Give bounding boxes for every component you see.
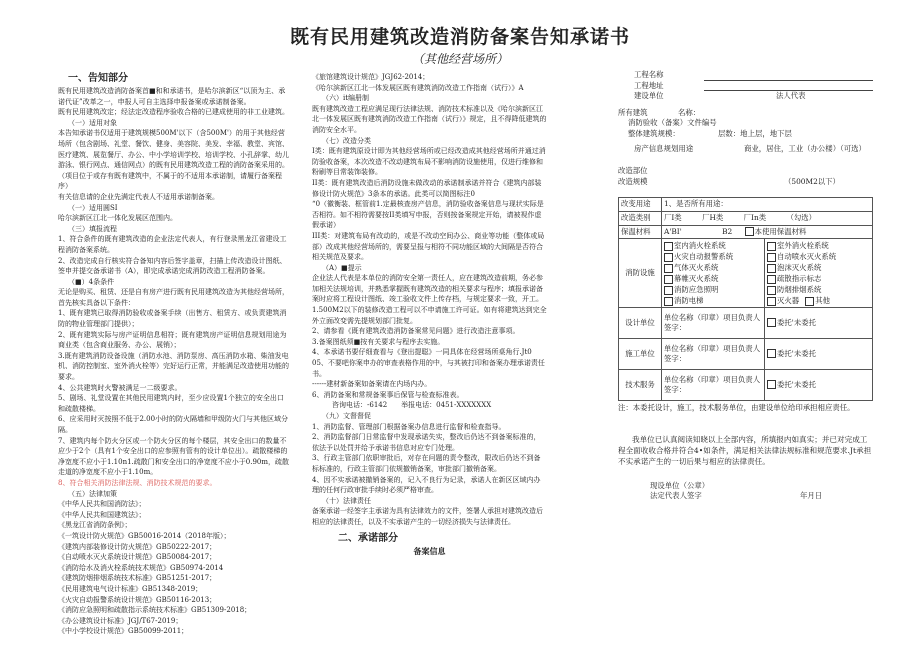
- subheading: （十）法律责任: [322, 496, 371, 505]
- list-item: 1、既有建筑已取得消防验收或备案手续（出售方、租赁方、或负责建筑消防的物业管理部门提供）；: [58, 309, 287, 329]
- paragraph: 05、不要吧你案申办的审查表格作用的中，与其被打印和备案办理承诺责任书。: [312, 359, 545, 378]
- column-commitment-form: [618, 70, 873, 502]
- fire-item: 泡沫灭火系统: [777, 263, 822, 273]
- law-item: 《一筑设计防火规范》GB50016-2014（2018年版）；: [58, 531, 231, 540]
- checkbox[interactable]: [767, 380, 776, 389]
- list-item: 3、行政主管部门依职审批后，对存在问题的责令整改，限改后仍达不到备标标准的，行政主管部门依规撤销备案，审批部门撤销备案。: [312, 454, 541, 473]
- checkbox[interactable]: [767, 286, 776, 295]
- construct-unit-name[interactable]: 单位名称（印章）项目负责人签字：: [662, 339, 765, 370]
- subheading: （■）4条条件: [68, 277, 115, 286]
- list-item: 2、消防监督部门日常监督中发现承诺失实，整改后仍达不到备案标准的，依法予以处罚并给予承诺书信息对应专门处理。: [312, 433, 541, 452]
- reno-scale-value: （500M2以下）: [784, 176, 840, 186]
- checkbox[interactable]: [664, 242, 673, 251]
- checkbox[interactable]: [767, 297, 776, 306]
- fire-item: 室外消火栓系统: [777, 241, 829, 251]
- type-note: （勾选）: [786, 212, 817, 222]
- page-subtitle: （其他经营场所）: [411, 52, 508, 66]
- material-option-2[interactable]: B2: [722, 226, 733, 236]
- list-item: 2、改造完成自行核实符合备知内容后签字盖章，扫描上传改造设计图纸、签申并提交备承诺书（A），即完成承诺完成消防改造工程消防备案。: [58, 256, 287, 276]
- paragraph: 备案承诺一经签字主承诺为具有法律效力的文件，签署人承担对建筑改造后相应的法律责任，以及不实承诺产生的一切经济损失与法律责任。: [312, 507, 543, 526]
- pledge-paragraph: 我单位已认真阅读知晓以上全部内容，所填报内如真实；并已对完成工程全面收收合格并符合4•如条件，满足相关法律法规标准和规范要求.Jt承担不实承诺产生的一切后果与相应的法律责任。: [618, 434, 872, 466]
- building-name-label: 名称：: [678, 107, 701, 117]
- sign-unit-label: 现设单位（公章）: [650, 480, 710, 490]
- design-unit-name[interactable]: 单位名称（印章）项目负责人签字：: [662, 308, 765, 339]
- checkbox[interactable]: [767, 253, 776, 262]
- law-item: 《建筑防烟排烟系统技术标准》GB51251-2017；: [58, 574, 217, 583]
- section-heading: 二、承诺部分: [338, 532, 398, 544]
- planning-options: 商业，居住，工业（办公楼）（可选）: [744, 143, 866, 153]
- table-note: 注：本委托设计，施工，技术服务单位，由建设单位给印承担相应责任。: [618, 403, 855, 413]
- use-value[interactable]: 1、是否所有用途：: [662, 198, 873, 212]
- checkbox[interactable]: [767, 264, 776, 273]
- paragraph: 有关信息请的企业先满定代表人不适用承诺制备案。: [58, 192, 219, 201]
- acceptance-label: 消防验收（备案）文件编号: [628, 118, 717, 128]
- subheading: （A）■提示: [322, 263, 362, 272]
- type-option-3[interactable]: 厂In类: [743, 212, 767, 222]
- paragraph: III类：对建筑布局有改动的，或是不改动空间办公、商业等功能（整体或局部）改成其他经营场所的，需要呈报与相符不同功能区域的大间隔是否符合相关规范及要求。: [312, 231, 545, 262]
- law-item: 《民用建筑电气设计标准》GB51348-2019；: [58, 584, 203, 593]
- paragraph: I类：既有建筑原设计即为其他经营场所或已经改造成其他经营场所并通过消防验收备案，本次改造不改动建筑布局不影响消防设施使用，仅进行维修和粉刷等目常装饰装修。: [312, 147, 546, 177]
- material-option-3[interactable]: 本使用保温材料: [754, 226, 807, 236]
- sign-date: 年月日: [800, 491, 823, 501]
- law-item: 《建筑内部装修设计防火规范》GB50222-2017；: [58, 542, 217, 551]
- checkbox[interactable]: [767, 275, 776, 284]
- law-item: 《办公建筑设计标准》JGJ/T67-2019；: [58, 616, 183, 625]
- column-notice-part1: [58, 72, 290, 637]
- paragraph: “0（徽衡装、框管前1.定最核查房产信息，消防验收备案信息与现状实际是否相符。如不相符需要按II类填写申报，否则按备案规定开始，请被视作虚假承诺）: [312, 200, 544, 230]
- page-title: 既有民用建筑改造消防备案告知承诺书: [289, 26, 630, 48]
- planning-label: 房产信息规划用途: [634, 143, 694, 153]
- paragraph: 既有建筑改造工程应满足现行法律法规、消防技术标准以及《哈尔滨新区江北一体发展区既有建筑消防改造工作指南（试行）》规定，且不得降低建筑的消防安全水平。: [312, 104, 547, 134]
- list-item: 3.既有建筑消防设备设施（消防水池、消防泵房、高压消防水箱、柴油发电机、消防控制室、室外消火栓等）完好运行正常，并能满足改造使用功能的要求。: [58, 351, 289, 382]
- paragraph: 《旅馆建筑设计规范》JGJ62-2014；: [312, 73, 430, 81]
- checkbox[interactable]: [767, 349, 776, 358]
- checkbox[interactable]: [664, 253, 673, 262]
- law-item: 《消防应急照明和疏散指示系统技术标准》GB51309-2018；: [58, 606, 252, 615]
- paragraph: 4、本承诺书要仔细查看与《登出提聪》一同具体在经营场所桌角行.Jt0: [312, 348, 532, 357]
- list-item: 2、既有建筑实际与房产证明信息相符；既有建筑房产证明信息规划用途为商业类（包含商业服务、办公、展销）；: [58, 330, 287, 350]
- fire-item: 消防应急照明: [674, 285, 719, 295]
- list-item: 8、符合相关消防法律法规、消防技术规范的要求。: [58, 478, 217, 487]
- subheading: （九）文督督促: [322, 412, 371, 420]
- subheading: （一）适用对象: [68, 118, 117, 127]
- paragraph: 哈尔滨新区江北一体化发展区范围内。: [58, 214, 177, 223]
- reno-location-label: 改造部位: [618, 166, 648, 176]
- law-item: 《中华人民共和国建筑法》；: [58, 510, 146, 519]
- law-item: 《中华人民共和国消防法》；: [58, 500, 146, 509]
- paragraph: 企业法人代表是本单位的消防安全第一责任人，应在建筑改造前期，务必参加相关法规培训，并熟悉掌握既有建筑改造的相关要求与程序；填报承诺备案时应将工程设计图纸、竣工验收文件上传存档，与规定要求一致，开工。: [312, 274, 543, 304]
- project-name-field[interactable]: [704, 70, 873, 81]
- record-info-heading: 备案信息: [413, 545, 446, 556]
- paragraph: 6、消防备案和常规备案事后保管与检查标准表。: [312, 390, 464, 399]
- paragraph: 3.备案图纸须■按有关要求与程序去实施。: [312, 337, 445, 346]
- paragraph: 既有民用建筑改定；经法定改造程序验收合格的已建成使用的非工业建筑。: [58, 108, 289, 117]
- subheading: （五）法律加策: [68, 489, 117, 498]
- project-address-label: 工程地址: [634, 80, 664, 90]
- record-info-table: [618, 197, 873, 401]
- paragraph: 无论是购买、租赁、还是自有房产进行既有民用建筑改造为其他经营场所，首先核实具备以下条件：: [58, 288, 289, 307]
- legal-rep-label: 法人代表: [776, 91, 806, 101]
- service-stamp[interactable]: 委托'未委托: [777, 379, 816, 389]
- design-stamp[interactable]: 委托'未委托: [777, 317, 816, 327]
- checkbox[interactable]: [664, 286, 673, 295]
- paragraph: 本告知承诺书仅适用于建筑规模500M'以下（含500M'）的用于其他经营场所（包含剧场、礼堂、餐饮、健身、美容院、美发、幸福、教堂、宾馆、医疗建筑、展览餐厅、办公、中小学培训学校、培训学校、小孔辞掌、幼儿游泳、银行网点、通信网点）的既有民用建筑改造工程的消防备案采用的。（项目位于或存有既有建筑中，不属于的不适用本承诺制，请履行备案程序）: [58, 129, 289, 191]
- subheading: （一）适用圆SI: [68, 203, 118, 212]
- floors-label: 层数：地上层，地下层: [718, 128, 792, 138]
- use-label: 改变用途: [619, 198, 662, 212]
- scale-label: 整体建筑规模：: [628, 128, 680, 138]
- fire-item: 疏散指示标志: [777, 274, 822, 284]
- law-item: 《自动喷水灭火系统设计规范》GB50084-2017；: [58, 553, 217, 562]
- paragraph: 2、请参看《既有建筑改造消防备案常见问题》进行改造注意事项。: [312, 327, 520, 336]
- paragraph: 既有民用建筑改造消防备案首■和和承诺书，是哈尔滨新区“以顶为主、承诺代证”改革之一，申报人可自主选择申报备案或承诺制备案。: [58, 87, 286, 106]
- list-item: 1、符合条件的既有建筑改造的企业法定代表人，有行登录黑龙江省建设工程消防备案系统。: [58, 235, 287, 254]
- construct-label: 施工单位: [619, 339, 662, 370]
- law-item: 《中小学校设计规范》GB50099-2011；: [58, 627, 189, 636]
- type-label: 改造类别: [619, 211, 662, 225]
- fire-label: 消防设施: [619, 239, 662, 308]
- checkbox[interactable]: [664, 297, 673, 306]
- paragraph: ------建材新备案如备案请在内场内办。: [312, 380, 432, 389]
- list-item: 6、应采用时灭按照不低于2.00小时的防火隔墙和甲级防火门与其他区域分隔。: [58, 415, 289, 434]
- subheading: （三）填报流程: [68, 224, 117, 233]
- law-item: 《火灾自动报警系统设计规范》GB50116-2013；: [58, 595, 217, 604]
- fire-item: 火灾自动报警系统: [674, 252, 734, 262]
- type-option-1[interactable]: 厂I类: [664, 212, 682, 222]
- contact-line: 咨询电话：-6142 举报电话：0451-XXXXXXX: [332, 401, 492, 410]
- list-item: 7、建筑内每个防火分区或一个防火分区的每个楼层，其安全出口的数量不应少于2个（具有1个安全出口的应参照有管有的设计单位出）。疏散楼梯的净宽度不应小于1.10n1.疏散门和安全出口的净宽度不应小于0.90m，疏散走道的净宽度不应小于1.10m。: [58, 436, 289, 477]
- list-item: 4、因不实承诺被撤销备案的，记入不良行为记录，承诺人在新区区域内办理的任何行政审批手续时必须严格审查。: [312, 475, 541, 495]
- paragraph: 《哈尔滨新区江北一体发展区既有建筑消防改造工作指南（试行）》A: [312, 83, 524, 92]
- material-label: 保温材料: [619, 225, 662, 239]
- material-option-1[interactable]: A'BI': [664, 226, 682, 236]
- checkbox[interactable]: [767, 318, 776, 327]
- fire-item: 幕帷灭火系统: [674, 274, 719, 284]
- paragraph: II类：既有建筑改造后消防设施未做改动的承诺制承诺并符合《建筑内部装修设计防火规范》3条本的承诺。此类可以简图标注0: [312, 178, 542, 198]
- fire-item: 室内消火栓系统: [674, 241, 726, 251]
- column-notice-part2: [312, 72, 547, 556]
- design-label: 设计单位: [619, 308, 662, 339]
- section-heading: 一、告知部分: [68, 73, 128, 84]
- fire-item: 自动喷水灭火系统: [777, 252, 837, 262]
- type-option-2[interactable]: 厂H类: [702, 212, 724, 222]
- law-item: 《消防给水及消火栓系统技术规范》GB50974-2014: [58, 563, 224, 572]
- checkbox[interactable]: [767, 242, 776, 251]
- building-label: 所有建筑: [618, 107, 648, 117]
- paragraph: 1.500M2以下的装修改造工程可以不申请施工许可证。如有将建筑达到完全外立面改变需先提规划部门批复。: [312, 306, 547, 325]
- service-unit-name[interactable]: 单位名称（印章）项目负责人签字：: [662, 370, 765, 401]
- law-item: 《黑龙江省消防条例》；: [58, 521, 132, 530]
- subheading: （七）改造分类: [322, 136, 371, 145]
- checkbox[interactable]: [664, 264, 673, 273]
- fire-item: 灭火器: [777, 296, 800, 306]
- reno-scale-label: 改造规模: [618, 176, 648, 186]
- checkbox[interactable]: [745, 227, 754, 236]
- project-address-field[interactable]: [704, 81, 873, 92]
- sign-rep-label: 法定代表人签字: [650, 491, 702, 501]
- list-item: 5、剧场、礼堂设置在其他民用建筑内时，至少应设置1个独立的安全出口和疏散楼梯。: [58, 394, 284, 413]
- checkbox[interactable]: [664, 275, 673, 284]
- fire-item: 其他: [815, 296, 830, 306]
- fire-item: 消防电梯: [674, 296, 704, 306]
- list-item: 4、公共建筑时火警被满足一二级要求。: [58, 383, 182, 392]
- service-label: 技术服务: [619, 370, 662, 401]
- fire-item: 防烟排烟系统: [777, 285, 822, 295]
- construct-stamp[interactable]: 委托'未委托: [777, 348, 816, 358]
- subheading: （六）it编册制: [322, 94, 370, 103]
- fire-item: 气体灭火系统: [674, 263, 719, 273]
- checkbox[interactable]: [805, 297, 814, 306]
- project-name-label: 工程名称: [634, 70, 664, 79]
- builder-label: 建设单位: [634, 91, 664, 101]
- list-item: 1、消防监督、管理部门根据备案办信息进行监督和检查指导。: [312, 422, 506, 431]
